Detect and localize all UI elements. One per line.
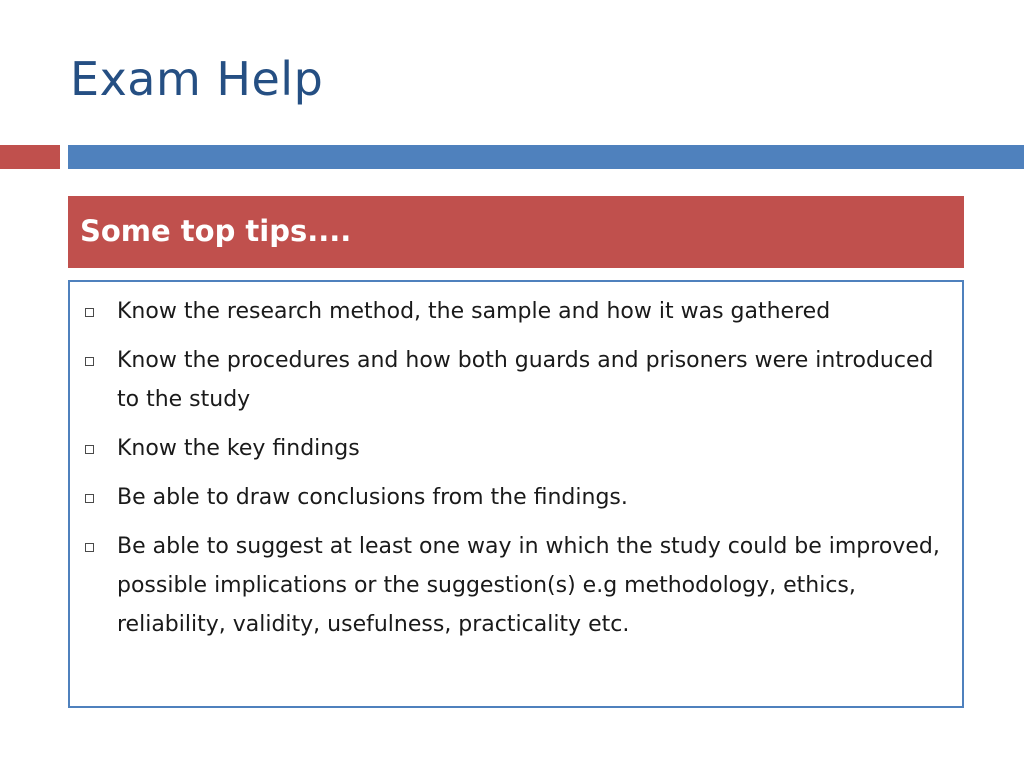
hollow-square-bullet-icon bbox=[85, 543, 94, 552]
list-item bbox=[80, 429, 954, 468]
list-item bbox=[80, 341, 954, 419]
hollow-square-bullet-icon bbox=[85, 308, 94, 317]
section-header: Some top tips.... bbox=[80, 214, 352, 248]
list-item-text: Know the procedures and how both guards and prisoners were introduced to the study bbox=[117, 348, 934, 412]
hollow-square-bullet-icon bbox=[85, 494, 94, 503]
accent-bar-red bbox=[0, 145, 60, 169]
list-item bbox=[80, 292, 954, 331]
tips-box bbox=[68, 280, 964, 708]
list-item-text: Be able to draw conclusions from the findings. bbox=[117, 485, 628, 510]
list-item-text: Be able to suggest at least one way in which the study could be improved, possible implications or the suggestion(s) e.g methodology, ethics, reliability, validity, usefulness, practicality etc. bbox=[117, 534, 940, 637]
list-item-text: Know the key findings bbox=[117, 436, 360, 461]
list-item bbox=[80, 527, 954, 644]
accent-bar-blue bbox=[68, 145, 1024, 169]
hollow-square-bullet-icon bbox=[85, 357, 94, 366]
list-item-text: Know the research method, the sample and how it was gathered bbox=[117, 299, 831, 324]
slide-title: Exam Help bbox=[70, 52, 324, 106]
hollow-square-bullet-icon bbox=[85, 445, 94, 454]
tips-list bbox=[80, 292, 954, 654]
list-item bbox=[80, 478, 954, 517]
